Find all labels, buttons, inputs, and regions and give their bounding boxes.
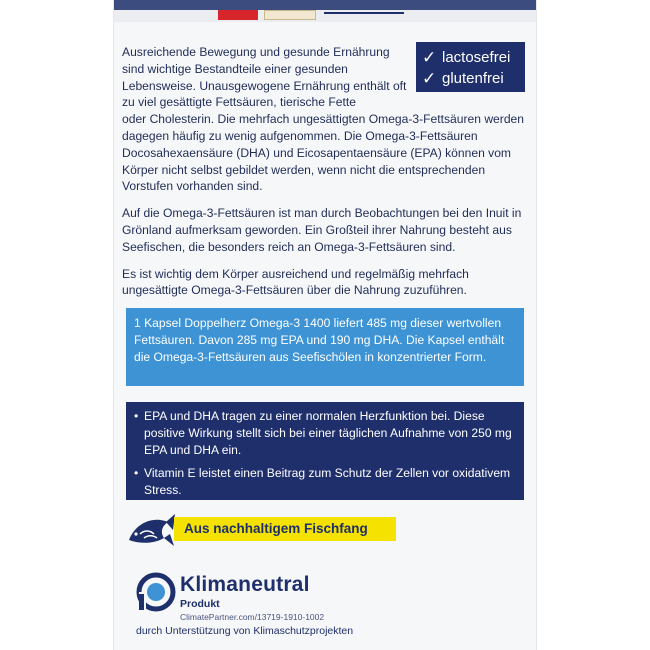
- check-icon: ✓: [422, 48, 437, 67]
- dosage-info-panel: [126, 308, 524, 386]
- intro-paragraph-1b: oder Cholesterin. Die mehrfach ungesättigten Omega-3-Fettsäuren werden dagegen häufig zu wenig aufgenommen. Die Omega-3-Fettsäuren Docosahexaensäure (DHA) und Eicosapentaensäure (EPA) können vom Körper nicht selbst gebildet werden, wenn nicht die entsprechenden Vorstufen vorhanden sind.: [122, 112, 524, 194]
- bullet: •: [134, 409, 139, 423]
- health-claims-panel: [126, 402, 524, 500]
- dosage-text: 1 Kapsel Doppelherz Omega-3 1400 liefert 485 mg dieser wertvollen Fettsäuren. Davon 285 mg EPA und 190 mg DHA. Die Kapsel enthält die Omega-3-Fettsäuren aus Seefischölen in konzentrierter Form.: [134, 316, 505, 364]
- intro-paragraph-1: Ausreichende Bewegung und gesunde Ernährung sind wichtige Bestandteile einer gesunden Lebensweise. Unausgewogene Ernährung enthält oft zu viel gesättigte Fettsäuren, tierische Fette: [122, 45, 407, 110]
- climate-subtitle: Produkt: [180, 598, 220, 610]
- climate-partner-icon: [136, 572, 176, 612]
- background-left: [0, 0, 113, 650]
- intro-text: [122, 44, 526, 309]
- badge-label: glutenfrei: [442, 70, 504, 87]
- background-right: [537, 0, 650, 650]
- top-package-strip: [114, 0, 537, 22]
- claim-text: EPA und DHA tragen zu einer normalen Herzfunktion bei. Diese positive Wirkung stellt sich bei einer täglichen Aufnahme von 250 mg EPA und DHA ein.: [144, 409, 512, 457]
- climate-title: Klimaneutral: [180, 573, 310, 596]
- sustainable-fishing-label: Aus nachhaltigem Fischfang: [174, 517, 396, 541]
- climate-id: ClimatePartner.com/13719-1910-1002: [180, 612, 325, 622]
- check-icon: ✓: [422, 69, 437, 88]
- claim-text: Vitamin E leistet einen Beitrag zum Schutz der Zellen vor oxidativem Stress.: [144, 465, 511, 497]
- climate-footer: durch Unterstützung von Klimaschutzprojekten: [136, 625, 354, 637]
- fish-icon: [126, 510, 176, 550]
- package-back: [113, 0, 537, 650]
- badge-label: lactosefrei: [442, 49, 511, 66]
- intro-paragraph-3: Es ist wichtig dem Körper ausreichend und regelmäßig mehrfach ungesättigte Omega-3-Fettsäuren über die Nahrung zuzuführen.: [122, 266, 469, 298]
- intro-paragraph-2: Auf die Omega-3-Fettsäuren ist man durch Beobachtungen bei den Inuit in Grönland aufmerksam geworden. Ein Großteil ihrer Nahrung besteht aus Seefischen, die besonders reich an Omega-3-Fettsäuren sind.: [122, 206, 522, 254]
- claim-item: [134, 465, 516, 499]
- claim-item: [134, 408, 516, 459]
- bullet: •: [134, 465, 139, 480]
